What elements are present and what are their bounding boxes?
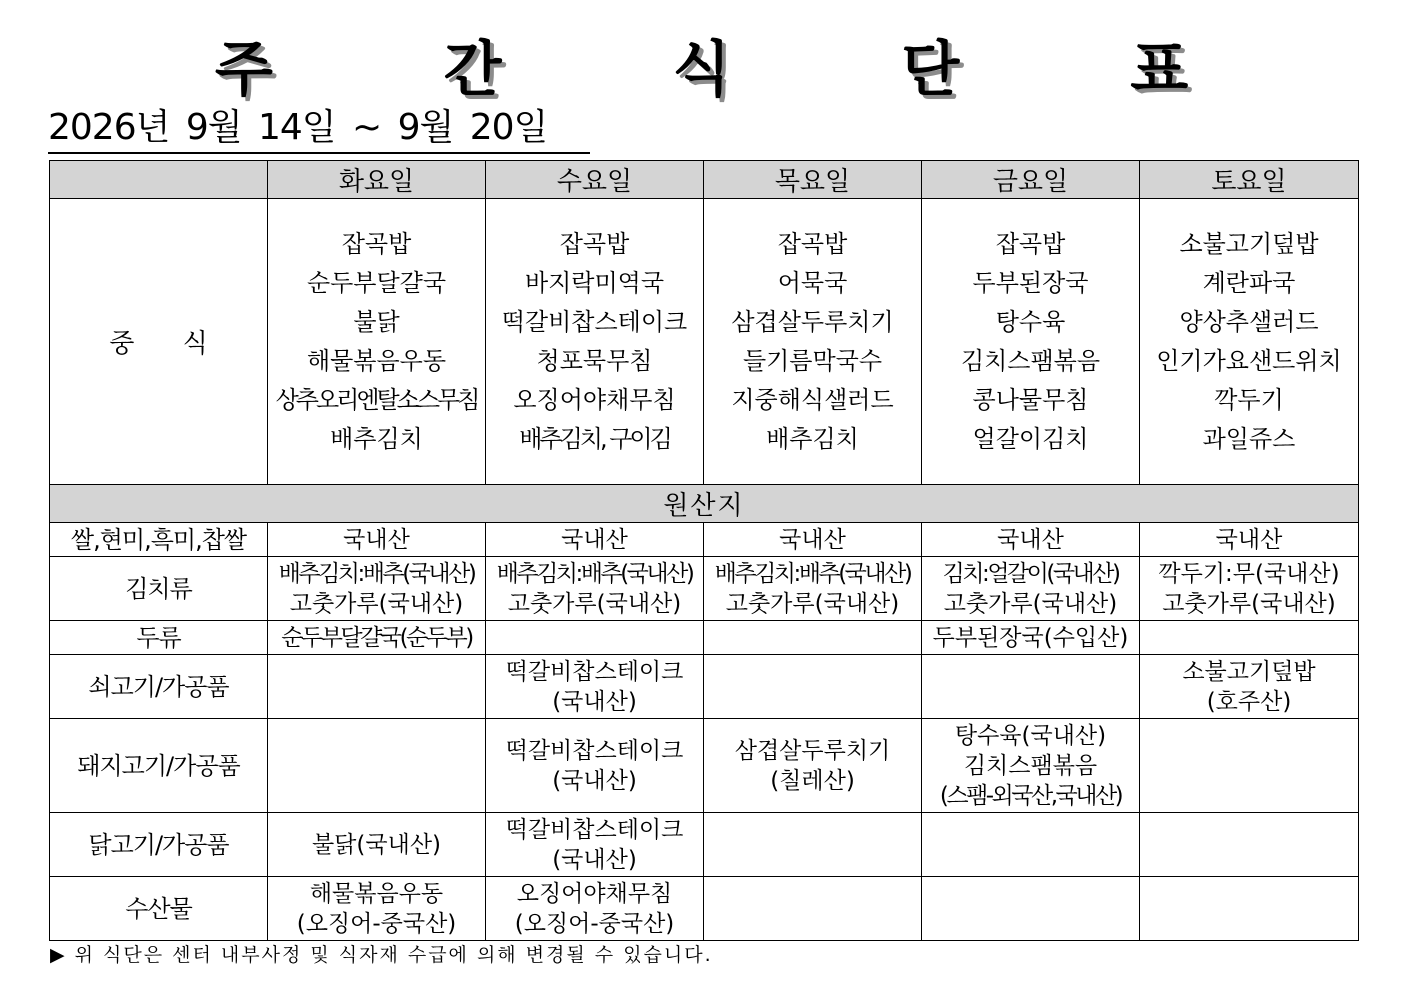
origin-row-label: 닭고기/가공품 — [50, 813, 268, 877]
menu-item: 삼겹살두루치기 — [731, 307, 894, 336]
origin-cell — [922, 523, 1140, 557]
origin-line: 순두부달걀국(순두부) — [281, 624, 472, 651]
origin-line: 삼겹살두루치기 — [734, 737, 891, 764]
origin-line: (스팸-외국산,국내산) — [939, 782, 1122, 809]
origin-cell — [486, 719, 704, 813]
origin-line: 고춧가루(국내산) — [1162, 590, 1336, 617]
origin-line: (국내산) — [552, 767, 637, 794]
origin-cell — [268, 523, 486, 557]
origin-cell — [922, 877, 1140, 941]
origin-line: 배추김치:배추(국내산) — [278, 560, 475, 587]
day-header: 금요일 — [922, 161, 1140, 199]
origin-line: 떡갈비찹스테이크 — [505, 816, 684, 843]
origin-line: 탕수육(국내산) — [954, 722, 1107, 749]
menu-item: 잡곡밥 — [995, 229, 1066, 258]
origin-cell — [1140, 877, 1359, 941]
origin-row-label: 두류 — [50, 621, 268, 655]
header-corner — [50, 161, 268, 199]
menu-item: 청포묵무침 — [536, 346, 653, 375]
origin-line: 깍두기:무(국내산) — [1158, 560, 1340, 587]
origin-line: 고춧가루(국내산) — [289, 590, 464, 617]
origin-line: 김치스팸볶음 — [963, 752, 1098, 779]
origin-line: (칠레산) — [770, 767, 855, 794]
origin-cell — [922, 621, 1140, 655]
menu-item: 인기가요샌드위치 — [1156, 346, 1342, 375]
origin-line: 떡갈비찹스테이크 — [505, 658, 684, 685]
origin-cell — [1140, 557, 1359, 621]
origin-line: (오징어-중국산) — [514, 910, 675, 937]
origin-cell — [268, 813, 486, 877]
origin-line: 국내산 — [779, 526, 846, 553]
menu-item: 두부된장국 — [972, 268, 1089, 297]
origin-line: 두부된장국(수입산) — [932, 624, 1129, 651]
origin-cell — [268, 877, 486, 941]
menu-item: 얼갈이김치 — [972, 424, 1089, 453]
origin-row-label: 돼지고기/가공품 — [50, 719, 268, 813]
origin-line: 떡갈비찹스테이크 — [505, 737, 684, 764]
origin-line: 국내산 — [343, 526, 410, 553]
origin-cell — [1140, 655, 1359, 719]
origin-line: 소불고기덮밥 — [1182, 658, 1316, 685]
menu-item: 양상추샐러드 — [1179, 307, 1319, 336]
menu-item: 콩나물무침 — [972, 385, 1089, 414]
origin-row — [50, 621, 1359, 655]
menu-item: 깍두기 — [1214, 385, 1284, 414]
origin-row — [50, 877, 1359, 941]
origin-cell — [486, 557, 704, 621]
origin-cell — [922, 813, 1140, 877]
origin-row — [50, 523, 1359, 557]
origin-row — [50, 655, 1359, 719]
origin-line: 국내산 — [997, 526, 1064, 553]
menu-item: 잡곡밥 — [777, 229, 848, 258]
date-range: 2026년 9월 14일 ~ 9월 20일 — [48, 104, 590, 154]
menu-item: 계란파국 — [1202, 268, 1296, 297]
menu-cell — [268, 199, 486, 485]
origin-cell — [1140, 813, 1359, 877]
origin-row-label: 수산물 — [50, 877, 268, 941]
menu-item: 배추김치, 구이김 — [519, 424, 670, 453]
origin-cell — [704, 877, 922, 941]
menu-item: 바지락미역국 — [524, 268, 665, 297]
origin-line: 오징어야채무침 — [516, 880, 673, 907]
origin-cell — [704, 719, 922, 813]
origin-line: (국내산) — [552, 846, 637, 873]
origin-cell — [1140, 523, 1359, 557]
origin-cell — [486, 621, 704, 655]
menu-item: 어묵국 — [777, 268, 848, 297]
origin-cell — [486, 655, 704, 719]
origin-line: (국내산) — [552, 688, 637, 715]
menu-item: 소불고기덮밥 — [1179, 229, 1319, 258]
day-header: 목요일 — [704, 161, 922, 199]
origin-cell — [268, 719, 486, 813]
origin-cell — [268, 655, 486, 719]
menu-cell — [486, 199, 704, 485]
origin-line: 해물볶음우동 — [309, 880, 444, 907]
menu-item: 상추오리엔탈소스무침 — [275, 385, 478, 414]
menu-item: 잡곡밥 — [559, 229, 630, 258]
origin-cell — [486, 877, 704, 941]
origin-cell — [268, 557, 486, 621]
origin-cell — [704, 813, 922, 877]
origin-row-label: 쌀,현미,흑미,찹쌀 — [50, 523, 268, 557]
origin-line: 국내산 — [561, 526, 628, 553]
menu-cell — [704, 199, 922, 485]
origin-cell — [704, 655, 922, 719]
origin-line: 국내산 — [1215, 526, 1283, 553]
menu-item: 지중해식샐러드 — [731, 385, 894, 414]
menu-item: 떡갈비찹스테이크 — [501, 307, 688, 336]
menu-item: 탕수육 — [995, 307, 1066, 336]
origin-line: 고춧가루(국내산) — [725, 590, 900, 617]
menu-item: 배추김치 — [330, 424, 423, 453]
day-header: 토요일 — [1140, 161, 1359, 199]
origin-row — [50, 557, 1359, 621]
menu-item: 해물볶음우동 — [306, 346, 447, 375]
origin-cell — [922, 655, 1140, 719]
lunch-row — [50, 199, 1359, 485]
origin-line: (호주산) — [1206, 688, 1292, 715]
footnote: ▶ 위 식단은 센터 내부사정 및 식자재 수급에 의해 변경될 수 있습니다. — [50, 944, 713, 966]
menu-table — [49, 160, 1359, 941]
origin-line: 김치:얼갈이(국내산) — [942, 560, 1119, 587]
origin-cell — [268, 621, 486, 655]
origin-cell — [486, 523, 704, 557]
meal-label: 중 식 — [50, 199, 268, 485]
origin-cell — [1140, 719, 1359, 813]
day-header-row — [50, 161, 1359, 199]
menu-item: 들기름막국수 — [742, 346, 883, 375]
origin-line: 고춧가루(국내산) — [943, 590, 1118, 617]
page-title: 주 간 식 단 표 — [214, 35, 1264, 105]
origin-title-row — [50, 485, 1359, 523]
origin-line: 배추김치:배추(국내산) — [714, 560, 911, 587]
menu-item: 오징어야채무침 — [513, 385, 676, 414]
origin-row-label: 쇠고기/가공품 — [50, 655, 268, 719]
day-header: 수요일 — [486, 161, 704, 199]
menu-item: 배추김치 — [766, 424, 859, 453]
menu-item: 불닭 — [353, 307, 400, 336]
origin-table-body — [50, 523, 1359, 941]
day-header: 화요일 — [268, 161, 486, 199]
origin-line: 불닭(국내산) — [311, 831, 442, 858]
origin-cell — [1140, 621, 1359, 655]
origin-cell — [704, 621, 922, 655]
menu-cell — [1140, 199, 1359, 485]
menu-item: 잡곡밥 — [341, 229, 412, 258]
menu-item: 순두부달걀국 — [306, 268, 447, 297]
origin-row — [50, 719, 1359, 813]
origin-title: 원산지 — [50, 485, 1359, 523]
origin-line: (오징어-중국산) — [296, 910, 457, 937]
origin-cell — [704, 523, 922, 557]
menu-item: 과일쥬스 — [1202, 424, 1296, 453]
menu-cell — [922, 199, 1140, 485]
origin-cell — [922, 557, 1140, 621]
origin-cell — [922, 719, 1140, 813]
origin-cell — [486, 813, 704, 877]
origin-line: 고춧가루(국내산) — [507, 590, 682, 617]
menu-item: 김치스팸볶음 — [960, 346, 1101, 375]
origin-row-label: 김치류 — [50, 557, 268, 621]
origin-row — [50, 813, 1359, 877]
origin-cell — [704, 557, 922, 621]
origin-line: 배추김치:배추(국내산) — [496, 560, 693, 587]
